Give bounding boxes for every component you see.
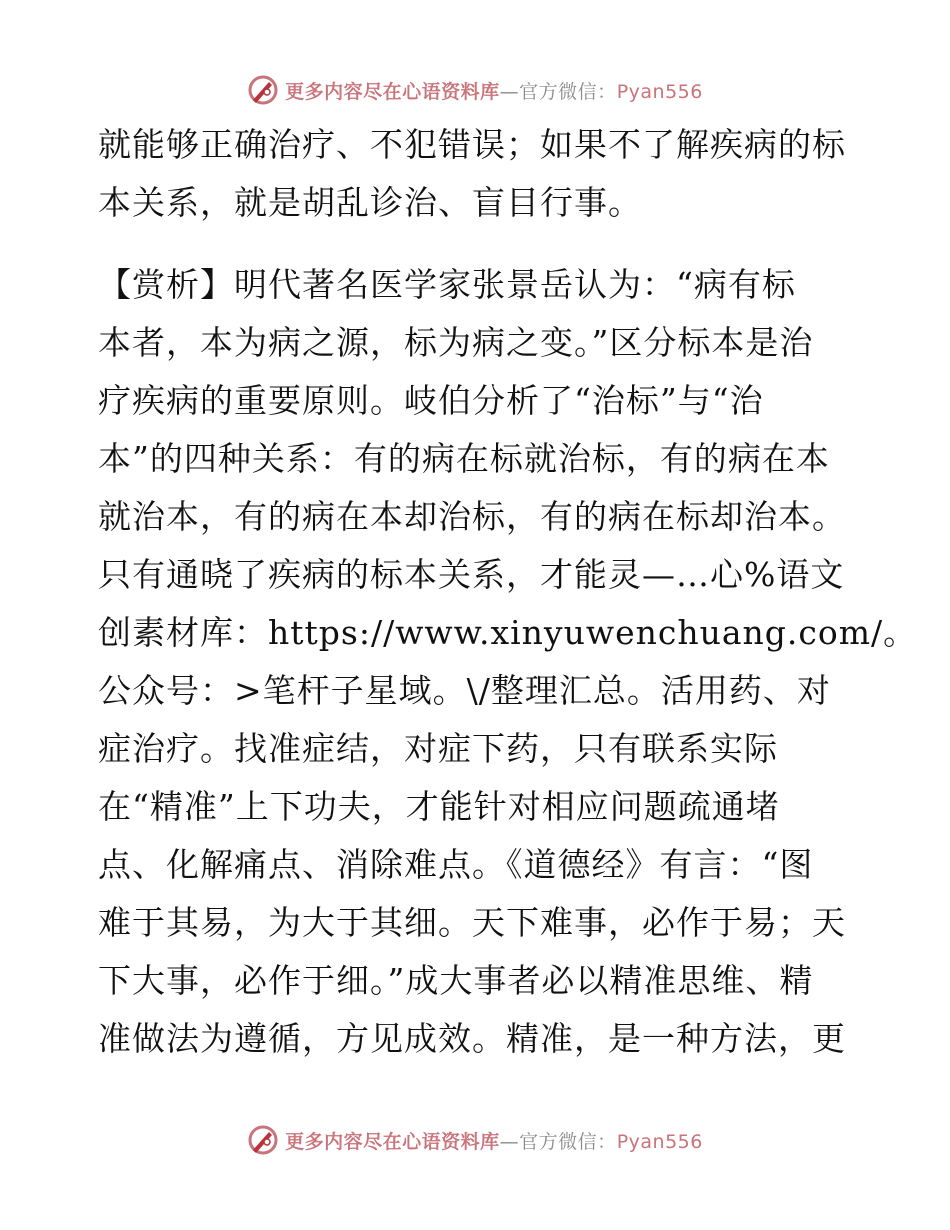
watermark-text: 更多内容尽在心语资料库—官方微信：Pyan556 [285, 80, 703, 103]
pen-logo-icon [247, 1124, 279, 1156]
text-line: 本关系，就是胡乱诊治、盲目行事。 [98, 183, 642, 222]
text-line: 准做法为遵循，方见成效。精准，是一种方法，更 [98, 1019, 846, 1058]
text-line: 在“精准”上下功夫，才能针对相应问题疏通堵 [98, 787, 780, 826]
text-line: 点、化解痛点、消除难点。《道德经》有言：“图 [98, 845, 814, 884]
text-line: 症治疗。找准症结，对症下药，只有联系实际 [98, 729, 778, 768]
text-line: 公众号：>笔杆子星域。\/整理汇总。活用药、对 [98, 671, 831, 710]
text-line: 就治本，有的病在本却治标，有的病在标却治本。 [98, 497, 846, 536]
footer-watermark [0, 1120, 950, 1160]
text-line: 疗疾病的重要原则。岐伯分析了“治标”与“治 [98, 381, 764, 420]
text-line: 下大事，必作于细。”成大事者必以精准思维、精 [98, 961, 814, 1000]
text-line: 本”的四种关系：有的病在标就治标，有的病在本 [98, 439, 830, 478]
paragraph-1 [98, 116, 858, 232]
text-line: 【赏析】明代著名医学家张景岳认为：“病有标 [98, 265, 796, 304]
watermark-text: 更多内容尽在心语资料库—官方微信：Pyan556 [285, 1130, 703, 1153]
text-line: 难于其易，为大于其细。天下难事，必作于易；天 [98, 903, 846, 942]
paragraph-2 [98, 256, 918, 1068]
pen-logo-icon [247, 74, 279, 106]
text-line: 创素材库：https://www.xinyuwenchuang.com/。 [98, 613, 918, 652]
text-line: 就能够正确治疗、不犯错误；如果不了解疾病的标 [98, 125, 846, 164]
text-line: 本者，本为病之源，标为病之变。”区分标本是治 [98, 323, 814, 362]
text-line: 只有通晓了疾病的标本关系，才能灵—…心%语文 [98, 555, 845, 594]
header-watermark [0, 70, 950, 110]
document-body [98, 116, 918, 1068]
